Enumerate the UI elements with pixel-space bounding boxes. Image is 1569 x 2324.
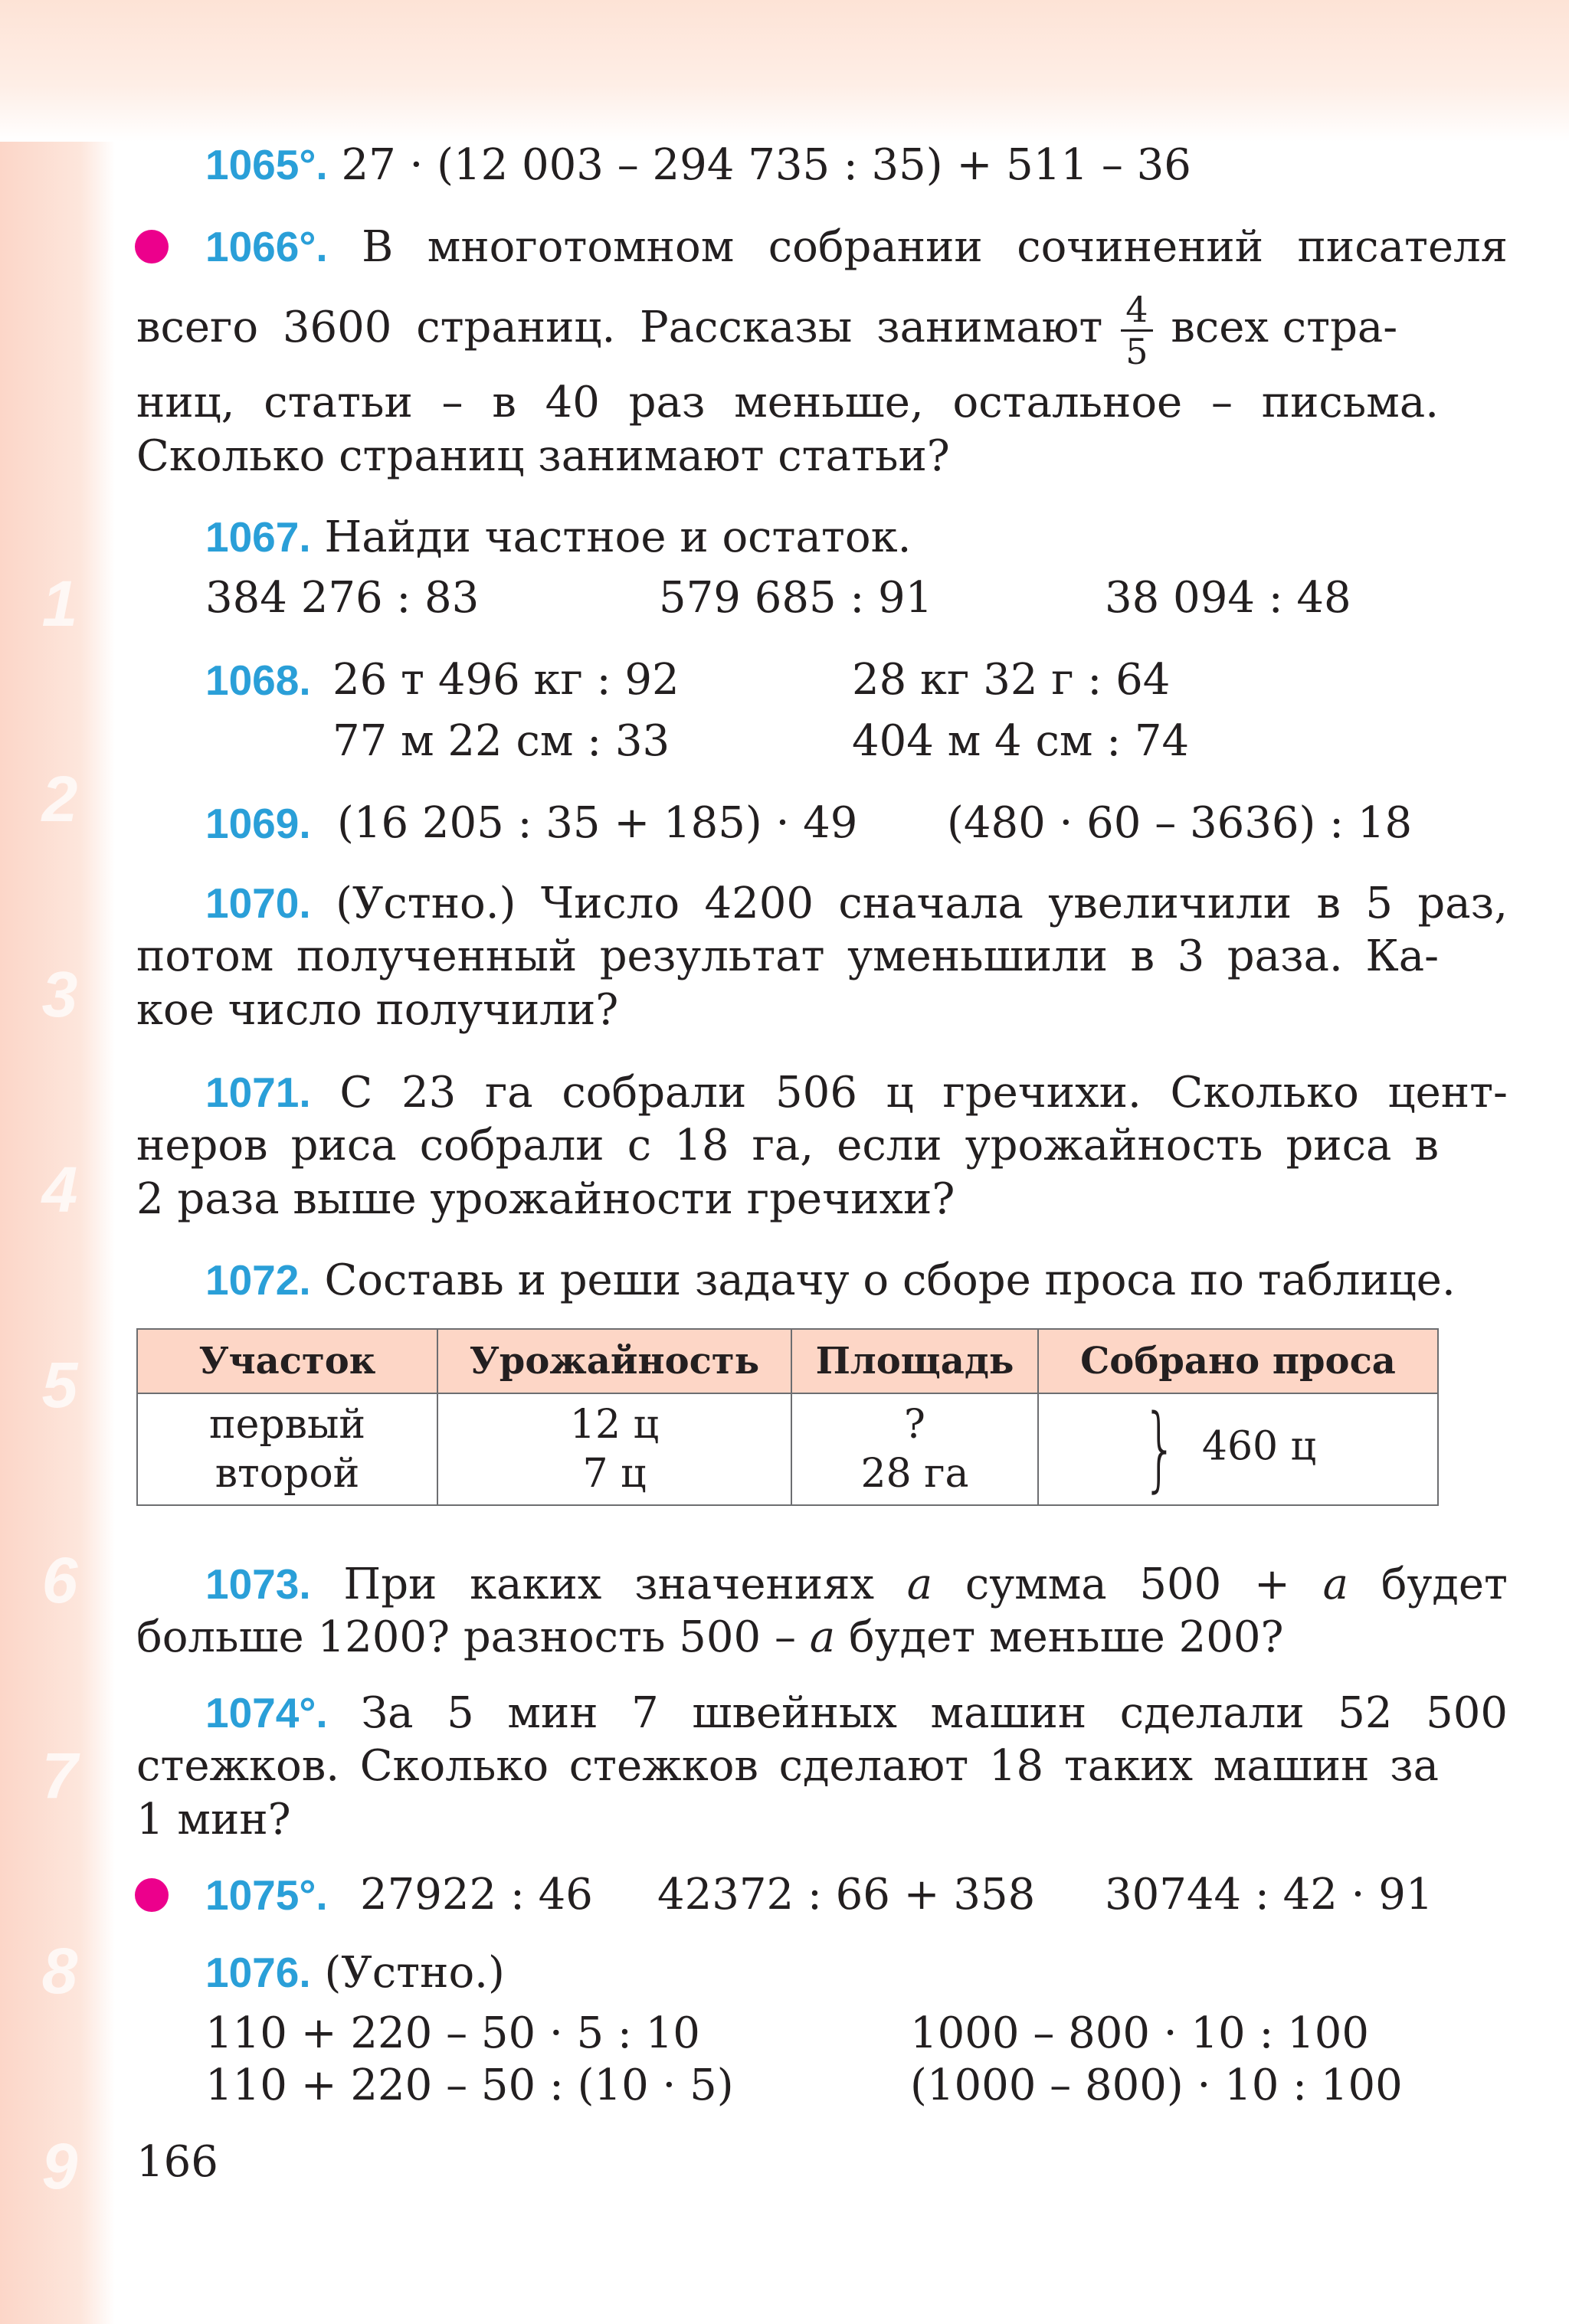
variable: a bbox=[906, 1560, 933, 1609]
exercise-number: 1076. bbox=[205, 1949, 311, 1996]
text-fragment: сумма 500 + bbox=[965, 1560, 1290, 1609]
exercise-1071-line3: 2 раза выше урожайности гречихи? bbox=[136, 1174, 955, 1224]
exercise-1066-line4: Сколько страниц занимают статьи? bbox=[136, 431, 950, 481]
expression: 1000 – 800 · 10 : 100 bbox=[910, 2008, 1370, 2058]
column-header: Участок bbox=[137, 1329, 437, 1393]
expression: (480 · 60 – 3636) : 18 bbox=[947, 798, 1413, 848]
expression: 26 т 496 кг : 92 bbox=[332, 655, 680, 705]
exercise-number: 1065°. bbox=[205, 141, 328, 188]
fraction-denominator: 5 bbox=[1125, 331, 1148, 372]
exercise-1072 bbox=[136, 1253, 1508, 1308]
exercise-1071-line2: неров риса собрали с 18 га, если урожайность риса в bbox=[136, 1121, 1439, 1170]
expression: 110 + 220 – 50 · 5 : 10 bbox=[205, 2008, 700, 2058]
expression: 27 · (12 003 – 294 735 : 35) + 511 – 36 bbox=[341, 140, 1191, 190]
column-header: Площадь bbox=[791, 1329, 1038, 1393]
text-line: В многотомном собрании сочинений писателя bbox=[362, 222, 1508, 272]
text-line: За 5 мин 7 швейных машин сделали 52 500 bbox=[361, 1688, 1508, 1738]
text-fragment: больше 1200? разность 500 – bbox=[136, 1612, 796, 1662]
table-cell-plots bbox=[137, 1393, 437, 1505]
column-header: Собрано проса bbox=[1038, 1329, 1438, 1393]
exercise-number: 1069. bbox=[205, 800, 311, 847]
task-text: (Устно.) bbox=[324, 1948, 505, 1998]
side-number: 1 bbox=[41, 568, 78, 640]
table-row bbox=[137, 1393, 1438, 1505]
exercise-number: 1067. bbox=[205, 513, 311, 561]
task-text: Найди частное и остаток. bbox=[324, 512, 912, 562]
table-cell-total bbox=[1038, 1393, 1438, 1505]
text-line: всех стра- bbox=[1171, 303, 1398, 352]
bullet-dot bbox=[135, 1878, 169, 1912]
text-line: (Устно.) Число 4200 сначала увеличили в 5 раз, bbox=[336, 879, 1508, 928]
cell-value: первый bbox=[208, 1402, 366, 1448]
column-header: Урожайность bbox=[437, 1329, 791, 1393]
cell-value: второй bbox=[215, 1451, 360, 1497]
cell-value: 460 ц bbox=[1201, 1423, 1317, 1470]
side-number: 2 bbox=[41, 763, 78, 835]
table-cell-yields bbox=[437, 1393, 791, 1505]
exercise-number: 1072. bbox=[205, 1256, 311, 1304]
table-cell-areas bbox=[791, 1393, 1038, 1505]
harvest-table bbox=[136, 1328, 1439, 1506]
expression: 42372 : 66 + 358 bbox=[657, 1870, 1036, 1920]
expression: 30744 : 42 · 91 bbox=[1105, 1870, 1433, 1920]
expression: 404 м 4 см : 74 bbox=[852, 716, 1190, 766]
exercise-1066-line3: ниц, статьи – в 40 раз меньше, остальное – письма. bbox=[136, 378, 1439, 427]
exercise-1074-line1 bbox=[136, 1686, 1508, 1740]
expression: 579 685 : 91 bbox=[659, 573, 933, 623]
side-number: 6 bbox=[41, 1544, 78, 1616]
exercise-number: 1070. bbox=[205, 879, 311, 927]
top-decor-band bbox=[0, 0, 1569, 142]
side-number: 5 bbox=[41, 1349, 78, 1421]
cell-value: ? bbox=[904, 1402, 925, 1448]
exercise-number: 1068. bbox=[205, 656, 311, 704]
page-number: 166 bbox=[136, 2137, 218, 2187]
text-line: всего 3600 страниц. Рассказы занимают bbox=[136, 303, 1103, 352]
text-line: С 23 га собрали 506 ц гречихи. Сколько цент- bbox=[339, 1068, 1508, 1118]
text-fragment: будет меньше 200? bbox=[849, 1612, 1284, 1662]
left-decor-band bbox=[0, 142, 115, 2324]
exercise-1071-line1 bbox=[136, 1065, 1508, 1120]
exercise-number: 1074°. bbox=[205, 1689, 328, 1736]
expression: 384 276 : 83 bbox=[205, 573, 480, 623]
side-number: 8 bbox=[41, 1935, 78, 2007]
exercise-number: 1071. bbox=[205, 1069, 311, 1116]
text-fragment: будет bbox=[1381, 1560, 1508, 1609]
side-number: 3 bbox=[41, 958, 78, 1030]
exercise-1074-line3: 1 мин? bbox=[136, 1795, 291, 1844]
expression: 27922 : 46 bbox=[360, 1870, 593, 1920]
side-number: 9 bbox=[41, 2130, 78, 2202]
cell-value: 12 ц bbox=[569, 1402, 660, 1448]
exercise-1070-line3: кое число получили? bbox=[136, 985, 619, 1035]
expression: 38 094 : 48 bbox=[1105, 573, 1351, 623]
side-number: 4 bbox=[41, 1154, 78, 1226]
variable: a bbox=[809, 1612, 836, 1662]
expression: 110 + 220 – 50 : (10 · 5) bbox=[205, 2061, 734, 2110]
task-text: Составь и реши задачу о сборе проса по таблице. bbox=[324, 1255, 1456, 1305]
exercise-number: 1075°. bbox=[205, 1871, 328, 1919]
exercise-number: 1066°. bbox=[205, 223, 328, 270]
fraction-numerator: 4 bbox=[1121, 290, 1152, 332]
exercise-1067 bbox=[136, 510, 1508, 565]
exercise-1073-line1 bbox=[136, 1557, 1508, 1612]
exercise-1074-line2: стежков. Сколько стежков сделают 18 таких машин за bbox=[136, 1741, 1439, 1791]
exercise-1073-line2 bbox=[136, 1611, 1439, 1664]
expression: 28 кг 32 г : 64 bbox=[852, 655, 1171, 705]
table-header-row bbox=[137, 1329, 1438, 1393]
text-fragment: При каких значениях bbox=[343, 1560, 875, 1609]
fraction bbox=[1121, 290, 1152, 372]
side-number: 7 bbox=[41, 1740, 78, 1812]
cell-value: 7 ц bbox=[582, 1451, 647, 1497]
exercise-1065 bbox=[136, 138, 1508, 192]
exercise-1066-line1 bbox=[136, 220, 1508, 274]
exercise-1070-line2: потом полученный результат уменьшили в 3 раза. Ка- bbox=[136, 931, 1439, 981]
expression: (1000 – 800) · 10 : 100 bbox=[910, 2061, 1403, 2110]
cell-value: 28 га bbox=[860, 1451, 969, 1497]
variable: a bbox=[1322, 1560, 1349, 1609]
expression: (16 205 : 35 + 185) · 49 bbox=[337, 798, 858, 848]
exercise-1066-line2 bbox=[136, 290, 1439, 372]
exercise-1070-line1 bbox=[136, 876, 1508, 931]
brace-icon: } bbox=[1142, 1396, 1178, 1502]
exercise-1076 bbox=[136, 1946, 1508, 2000]
exercise-number: 1073. bbox=[205, 1560, 311, 1608]
expression: 77 м 22 см : 33 bbox=[332, 716, 670, 766]
